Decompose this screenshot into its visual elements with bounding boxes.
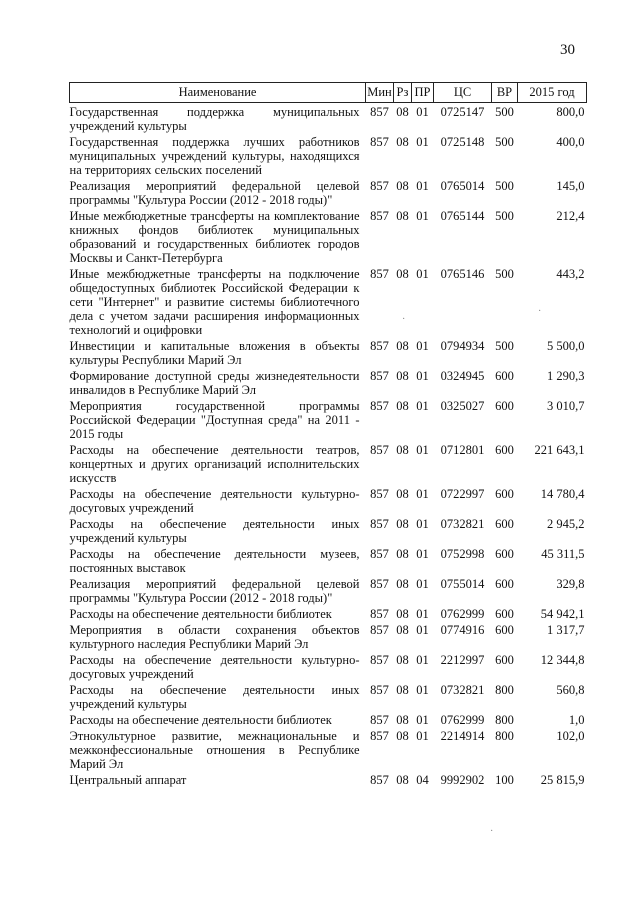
row-name: Мероприятия государственной программы Российской Федерации "Доступная среда" на 2011 - 2015 годы [69,399,360,441]
table-row [70,367,587,397]
header-name: Наименование [70,83,366,103]
row-rz: 08 [396,577,409,591]
table-row [70,265,587,337]
row-rz: 08 [396,369,409,383]
row-pr: 01 [416,653,429,667]
row-min: 857 [370,105,389,119]
header-pr: ПР [412,83,434,103]
row-vr: 800 [495,729,514,743]
row-pr: 01 [416,487,429,501]
row-pr: 04 [416,773,429,787]
row-name: Расходы на обеспечение деятельности иных учреждений культуры [69,517,360,545]
row-cs: 0762999 [440,607,485,621]
row-cs: 0722997 [440,487,485,501]
row-rz: 08 [396,135,409,149]
row-min: 857 [370,547,389,561]
row-rz: 08 [396,729,409,743]
row-min: 857 [370,577,389,591]
row-amount: 145,0 [556,179,585,193]
row-amount: 102,0 [556,729,585,743]
row-vr: 600 [495,653,514,667]
row-amount: 400,0 [556,135,585,149]
row-rz: 08 [396,339,409,353]
table-row [70,207,587,265]
row-pr: 01 [416,105,429,119]
row-vr: 600 [495,623,514,637]
row-min: 857 [370,683,389,697]
row-vr: 600 [495,517,514,531]
row-vr: 600 [495,607,514,621]
row-cs: 0765014 [440,179,485,193]
row-name: Иные межбюджетные трансферты на подключение общедоступных библиотек Российской Федерации к сети "Интернет" и развитие системы библиотечного дела с учетом задачи расширения информационных технологий и оцифровки [69,267,360,337]
row-rz: 08 [396,209,409,223]
row-cs: 0725148 [440,135,485,149]
row-min: 857 [370,773,389,787]
row-pr: 01 [416,623,429,637]
scan-mark: · [490,826,494,837]
row-vr: 800 [495,683,514,697]
row-vr: 500 [495,105,514,119]
table-row [70,711,587,727]
header-rz: Рз [394,83,412,103]
table-row [70,397,587,441]
row-rz: 08 [396,607,409,621]
row-name: Государственная поддержка муниципальных учреждений культуры [69,105,360,133]
row-amount: 1 290,3 [547,369,585,383]
row-pr: 01 [416,339,429,353]
row-cs: 0774916 [440,623,485,637]
row-min: 857 [370,729,389,743]
row-vr: 600 [495,577,514,591]
row-pr: 01 [416,135,429,149]
row-pr: 01 [416,209,429,223]
header-year: 2015 год [518,83,587,103]
row-pr: 01 [416,607,429,621]
row-min: 857 [370,653,389,667]
row-min: 857 [370,369,389,383]
row-amount: 560,8 [556,683,585,697]
table-row [70,441,587,485]
scan-mark: · [538,306,542,317]
row-vr: 600 [495,399,514,413]
row-name: Этнокультурное развитие, межнациональные и межконфессиональные отношения в Республике Марий Эл [69,729,360,771]
row-amount: 221 643,1 [534,443,585,457]
row-rz: 08 [396,653,409,667]
row-cs: 0325027 [440,399,485,413]
row-name: Расходы на обеспечение деятельности иных учреждений культуры [69,683,360,711]
row-vr: 600 [495,547,514,561]
row-rz: 08 [396,267,409,281]
table-header-row [70,83,587,103]
table-row [70,515,587,545]
row-name: Центральный аппарат [69,773,187,787]
row-rz: 08 [396,517,409,531]
row-pr: 01 [416,577,429,591]
row-name: Расходы на обеспечение деятельности музеев, постоянных выставок [69,547,360,575]
row-cs: 0752998 [440,547,485,561]
table-row [70,177,587,207]
row-rz: 08 [396,105,409,119]
row-cs: 0765146 [440,267,485,281]
row-cs: 0794934 [440,339,485,353]
table-row [70,485,587,515]
row-name: Расходы на обеспечение деятельности культурно-досуговых учреждений [69,487,360,515]
row-cs: 0765144 [440,209,485,223]
page-number: 30 [560,42,575,58]
table-row [70,681,587,711]
row-amount: 25 815,9 [540,773,585,787]
row-min: 857 [370,517,389,531]
header-min: Мин [366,83,394,103]
row-min: 857 [370,623,389,637]
row-name: Расходы на обеспечение деятельности театров, концертных и других организаций исполнительских искусств [69,443,360,485]
row-cs: 0755014 [440,577,485,591]
row-rz: 08 [396,443,409,457]
row-rz: 08 [396,547,409,561]
row-rz: 08 [396,487,409,501]
row-cs: 0324945 [440,369,485,383]
row-amount: 1 317,7 [547,623,585,637]
row-pr: 01 [416,179,429,193]
row-pr: 01 [416,683,429,697]
row-cs: 2212997 [440,653,485,667]
row-pr: 01 [416,443,429,457]
row-name: Иные межбюджетные трансферты на комплектование книжных фондов библиотек муниципальных образований и государственных библиотек городов Москвы и Санкт-Петербурга [69,209,360,265]
table-row [70,651,587,681]
row-amount: 800,0 [556,105,585,119]
row-vr: 600 [495,369,514,383]
row-vr: 500 [495,339,514,353]
row-cs: 0725147 [440,105,485,119]
row-min: 857 [370,209,389,223]
row-min: 857 [370,179,389,193]
row-pr: 01 [416,267,429,281]
row-name: Мероприятия в области сохранения объектов культурного наследия Республики Марий Эл [69,623,360,651]
table-row [70,727,587,771]
scan-mark: · [402,314,406,325]
row-name: Расходы на обеспечение деятельности библиотек [69,713,332,727]
row-cs: 0732821 [440,517,485,531]
table-row [70,133,587,177]
row-min: 857 [370,267,389,281]
table-row [70,621,587,651]
row-cs: 0732821 [440,683,485,697]
row-min: 857 [370,607,389,621]
row-min: 857 [370,713,389,727]
row-rz: 08 [396,399,409,413]
table-body [70,103,587,788]
row-cs: 9992902 [440,773,485,787]
row-name: Формирование доступной среды жизнедеятельности инвалидов в Республике Марий Эл [69,369,360,397]
row-cs: 0762999 [440,713,485,727]
row-rz: 08 [396,713,409,727]
row-pr: 01 [416,399,429,413]
row-amount: 14 780,4 [540,487,585,501]
row-amount: 329,8 [556,577,585,591]
row-amount: 2 945,2 [547,517,585,531]
row-amount: 5 500,0 [547,339,585,353]
row-name: Расходы на обеспечение деятельности культурно-досуговых учреждений [69,653,360,681]
row-rz: 08 [396,683,409,697]
row-min: 857 [370,399,389,413]
row-amount: 3 010,7 [547,399,585,413]
row-min: 857 [370,443,389,457]
row-pr: 01 [416,547,429,561]
header-vr: ВР [492,83,518,103]
row-rz: 08 [396,179,409,193]
table-row [70,337,587,367]
row-vr: 500 [495,209,514,223]
row-amount: 45 311,5 [541,547,585,561]
budget-table [69,82,587,787]
row-name: Реализация мероприятий федеральной целевой программы "Культура России (2012 - 2018 годы)" [69,577,360,605]
row-cs: 2214914 [440,729,485,743]
row-amount: 443,2 [556,267,585,281]
row-vr: 500 [495,135,514,149]
row-min: 857 [370,487,389,501]
row-rz: 08 [396,623,409,637]
row-amount: 12 344,8 [540,653,585,667]
row-pr: 01 [416,369,429,383]
table-row [70,605,587,621]
row-rz: 08 [396,773,409,787]
row-cs: 0712801 [440,443,485,457]
row-vr: 800 [495,713,514,727]
row-pr: 01 [416,729,429,743]
table-row [70,771,587,787]
row-vr: 600 [495,443,514,457]
row-pr: 01 [416,713,429,727]
row-amount: 212,4 [556,209,585,223]
row-amount: 1,0 [568,713,585,727]
row-vr: 500 [495,179,514,193]
row-min: 857 [370,135,389,149]
table-row [70,545,587,575]
row-pr: 01 [416,517,429,531]
row-amount: 54 942,1 [540,607,585,621]
row-name: Государственная поддержка лучших работников муниципальных учреждений культуры, находящихся на территориях сельских поселений [69,135,360,177]
row-vr: 100 [495,773,514,787]
row-name: Расходы на обеспечение деятельности библиотек [69,607,332,621]
row-name: Реализация мероприятий федеральной целевой программы "Культура России (2012 - 2018 годы)" [69,179,360,207]
table-row [70,103,587,134]
row-vr: 600 [495,487,514,501]
row-name: Инвестиции и капитальные вложения в объекты культуры Республики Марий Эл [69,339,360,367]
row-vr: 500 [495,267,514,281]
header-cs: ЦС [434,83,492,103]
row-min: 857 [370,339,389,353]
table-row [70,575,587,605]
